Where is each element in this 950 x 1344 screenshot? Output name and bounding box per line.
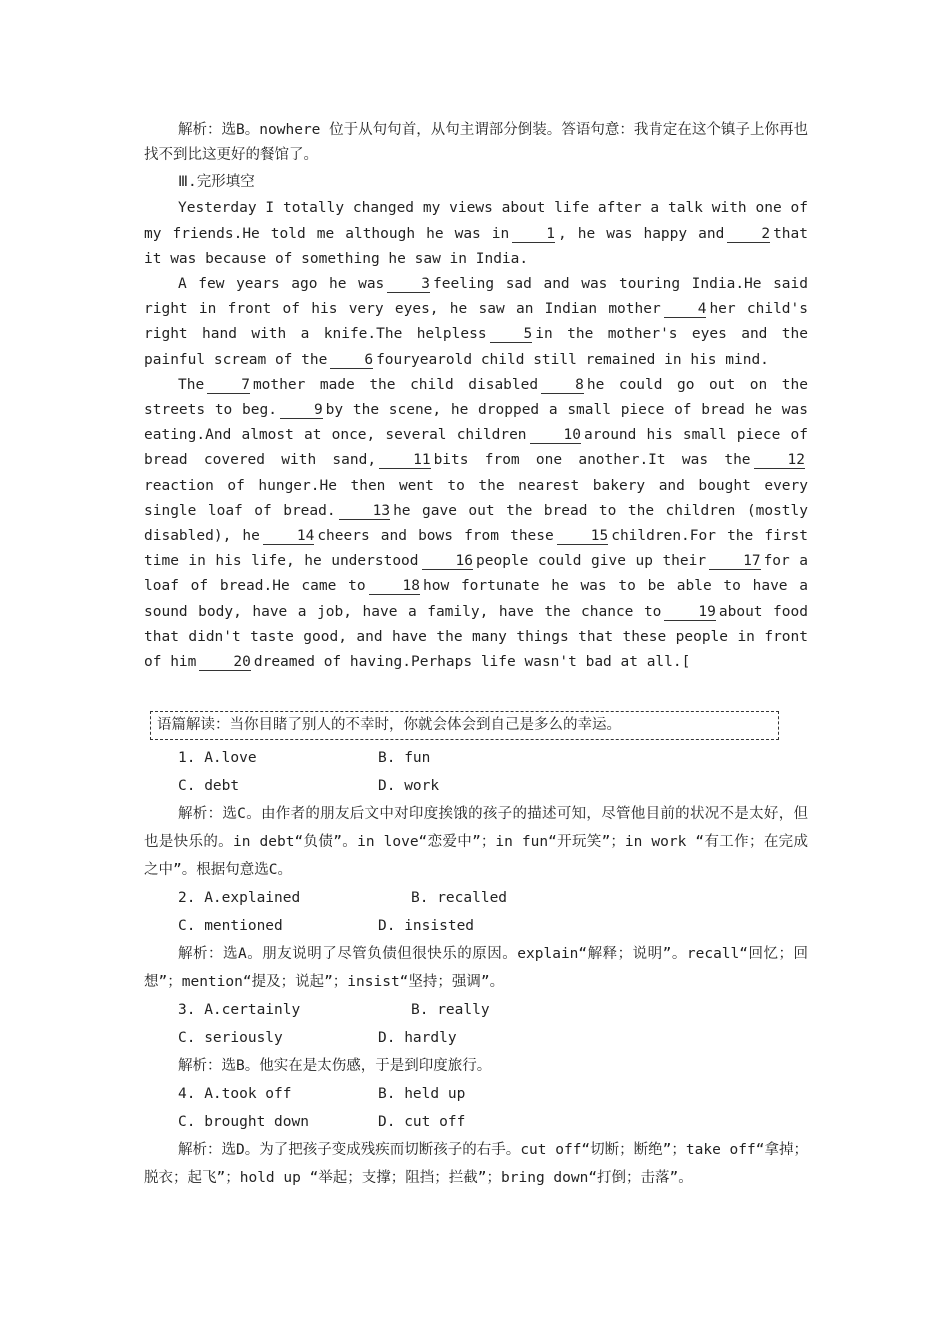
passage-paragraph-2: A few years ago he was 3 feeling sad and was touring India.He said right in front of his very eyes, he saw an Indian mother 4 her child's right hand with a knife.The helpless 5 in the mother's eyes and the painful scream of the 6 fouryearold child still remained in his mind. [144,276,808,368]
blank-3: 3 [387,276,430,293]
passage-paragraph-1: Yesterday I totally changed my views about life after a talk with one of my friends.He told me although he was in 1 , he was happy and 2 that it was because of something he saw in India. [144,200,808,267]
intro-analysis: 解析：选B。nowhere 位于从句句首，从句主谓部分倒装。答语句意：我肯定在这个镇子上你再也找不到比这更好的餐馆了。 [144,122,808,164]
question-3 [144,996,808,1080]
blank-8: 8 [541,377,584,394]
blank-7: 7 [207,377,250,394]
options-row: C. brought down D. cut off [178,1114,466,1131]
options-row: 4. A.took off B. held up [178,1086,466,1103]
blank-16: 16 [422,553,473,570]
options-row: C. debt D. work [178,778,440,795]
blank-14: 14 [263,528,314,545]
blank-10: 10 [530,427,581,444]
blank-17: 17 [709,553,760,570]
question-analysis: 解析：选C。由作者的朋友后文中对印度挨饿的孩子的描述可知，尽管他目前的状况不是太好，但也是快乐的。in debt“负债”。in love“恋爱中”；in fun“开玩笑”；in work “有工作；在完成之中”。根据句意选C。 [144,806,808,879]
options-row: 1. A.love B. fun [178,750,431,767]
section-title: Ⅲ.完形填空 [178,174,255,191]
options-row: C. seriously D. hardly [178,1030,457,1047]
question-1 [144,744,808,884]
blank-20: 20 [199,654,250,671]
document-page [144,118,808,1192]
blank-11: 11 [379,452,430,469]
blank-9: 9 [280,402,323,419]
blank-5: 5 [490,326,533,343]
blank-15: 15 [557,528,608,545]
blank-2: 2 [727,226,770,243]
question-analysis: 解析：选A。朋友说明了尽管负债但很快乐的原因。explain“解释；说明”。recall“回忆；回想”；mention“提及；说起”；insist“坚持；强调”。 [144,946,808,991]
question-2 [144,884,808,996]
summary-box: 语篇解读：当你目睹了别人的不幸时，你就会体会到自己是多么的幸运。 [150,711,779,740]
options-row: 3. A.certainly B. really [178,1002,490,1019]
blank-12: 12 [754,452,805,469]
blank-1: 1 [512,226,555,243]
blank-19: 19 [664,604,715,621]
question-analysis: 解析：选D。为了把孩子变成残疾而切断孩子的右手。cut off“切断；断绝”；take off“拿掉；脱衣；起飞”；hold up “举起；支撑；阻挡；拦截”；bring down“打倒；击落”。 [144,1142,808,1187]
blank-4: 4 [664,301,707,318]
blank-6: 6 [330,352,373,369]
blank-18: 18 [369,578,420,595]
question-4 [144,1080,808,1192]
options-row: C. mentioned D. insisted [178,918,475,935]
options-row: 2. A.explained B. recalled [178,890,508,907]
passage-paragraph-3: The 7 mother made the child disabled 8 he could go out on the streets to beg. 9 by the scene, he dropped a small piece of bread he was eating.And almost at once, several children 10 around his small piece of bread covered with sand, 11 bits from one another.It was the 12reaction of hunger.He then went to the nearest bakery and bought every single loaf of bread. 13 he gave out the bread to the children (mostly disabled), he 14 cheers and bows from these 15 children.For the first time in his life, he understood 16 people could give up their 17 for a loaf of bread.He came to 18 how fortunate he was to be able to have a sound body, have a job, have a family, have the chance to 19 about food that didn't taste good, and have the many things that these people in front of him 20 dreamed of having.Perhaps life wasn't bad at all.[ [144,376,808,671]
blank-13: 13 [339,503,390,520]
question-analysis: 解析：选B。他实在是太伤感，于是到印度旅行。 [178,1058,492,1075]
